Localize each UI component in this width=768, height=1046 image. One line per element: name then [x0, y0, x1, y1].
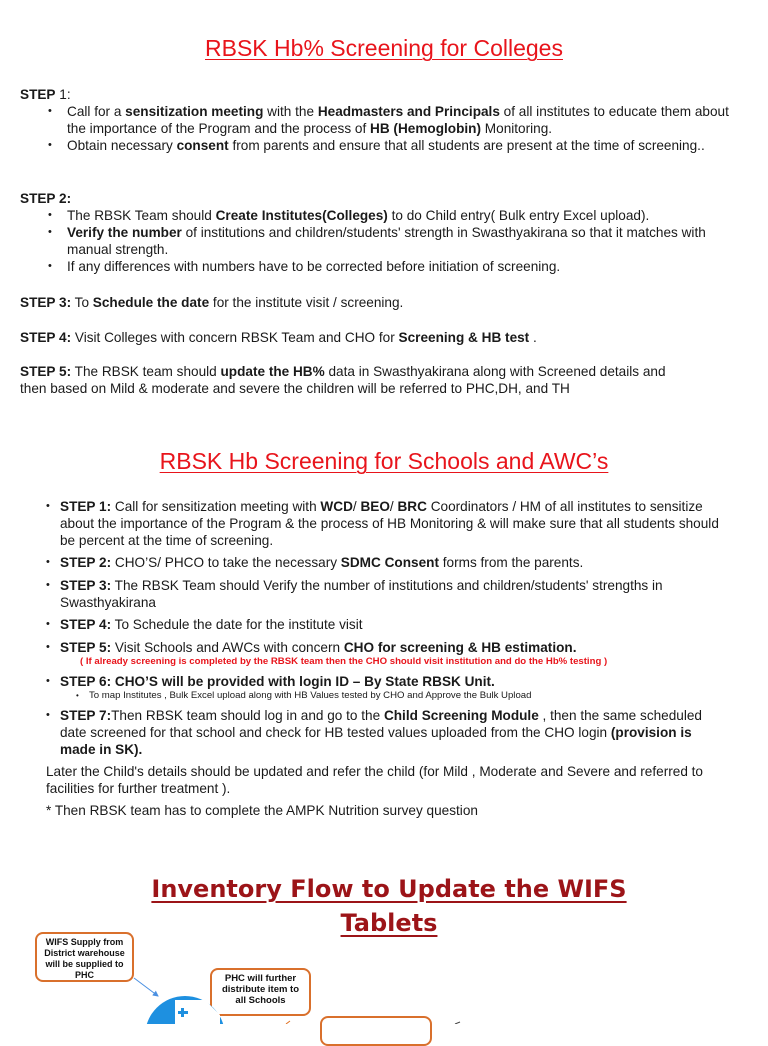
- list-item: • STEP 3: The RBSK Team should Verify the number of institutions and children/students' strengths in Swasthyakirana: [46, 577, 726, 611]
- colleges-step5: STEP 5: The RBSK team should update the HB% data in Swasthyakirana along with Screened details and then based on Mild & moderate and severe the children will be referred to PHC,DH, and TH: [20, 363, 700, 397]
- step-label: STEP 2:: [20, 191, 72, 206]
- pharmacy-icon: [145, 996, 225, 1024]
- schools-title: RBSK Hb Screening for Schools and AWC’s: [159, 448, 609, 474]
- list-item: • STEP 4: To Schedule the date for the institute visit: [46, 616, 726, 633]
- list-item: • STEP 5: Visit Schools and AWCs with concern CHO for screening & HB estimation. ( If already screening is completed by the RBSK team then the CHO should visit institution and do the Hb% testing ): [46, 639, 726, 668]
- later-text: Later the Child's details should be updated and refer the child (for Mild , Moderate and Severe and referred to facilities for further treatment ).: [46, 764, 703, 796]
- list-item: • The RBSK Team should Create Institutes(Colleges) to do Child entry( Bulk entry Excel upload).: [20, 207, 750, 224]
- inventory-title-line2: Tablets: [340, 909, 438, 937]
- colleges-step4: STEP 4: Visit Colleges with concern RBSK Team and CHO for Screening & HB test .: [20, 330, 537, 345]
- colleges-title: RBSK Hb% Screening for Colleges: [205, 35, 563, 61]
- red-note: ( If already screening is completed by the RBSK team then the CHO should visit institution and do the Hb% testing ): [80, 656, 608, 667]
- step5-line2: then based on Mild & moderate and severe the children will be referred to PHC,DH, and TH: [20, 381, 570, 396]
- inventory-title-line1: Inventory Flow to Update the WIFS: [151, 875, 627, 903]
- list-item: • Call for a sensitization meeting with the Headmasters and Principals of all institutes to educate them about the importance of the Program and the process of HB (Hemoglobin) Monitoring.: [20, 103, 750, 137]
- list-item: • STEP 6: CHO’S will be provided with login ID – By State RBSK Unit. • To map Institutes , Bulk Excel upload along with HB Values tested by CHO and Approve the Bulk Upload: [46, 673, 726, 702]
- list-item: • Verify the number of institutions and children/students' strength in Swasthyakirana so that it matches with manual strength.: [20, 224, 750, 258]
- survey-text: * Then RBSK team has to complete the AMPK Nutrition survey question: [46, 803, 478, 818]
- colleges-step3: STEP 3: To Schedule the date for the institute visit / screening.: [20, 295, 404, 310]
- step-number: 1:: [55, 87, 71, 102]
- list-item: • STEP 1: Call for sensitization meeting with WCD/ BEO/ BRC Coordinators / HM of all institutes to sensitize about the importance of the Program & the process of HB Monitoring & will make sure that all students should be percent at the time of screening.: [46, 498, 726, 549]
- flow-arrow: [134, 978, 158, 996]
- list-item: • STEP 7:Then RBSK team should log in and go to the Child Screening Module , then the same scheduled date screened for that school and check for HB tested values uploaded from the CHO login (provision is made in SK).: [46, 707, 726, 758]
- list-item: • Obtain necessary consent from parents and ensure that all students are present at the time of screening..: [20, 137, 750, 154]
- flow-box-district-supply: WIFS Supply from District warehouse will be supplied to PHC: [35, 932, 134, 982]
- sub-item: • To map Institutes , Bulk Excel upload along with HB Values tested by CHO and Approve the Bulk Upload: [46, 690, 726, 702]
- flow-box-phc-distribute: PHC will further distribute item to all Schools: [210, 968, 311, 1016]
- step-label: STEP: [20, 87, 56, 102]
- list-item: • If any differences with numbers have to be corrected before initiation of screening.: [20, 258, 750, 275]
- list-item: • STEP 2: CHO’S/ PHCO to take the necessary SDMC Consent forms from the parents.: [46, 554, 726, 571]
